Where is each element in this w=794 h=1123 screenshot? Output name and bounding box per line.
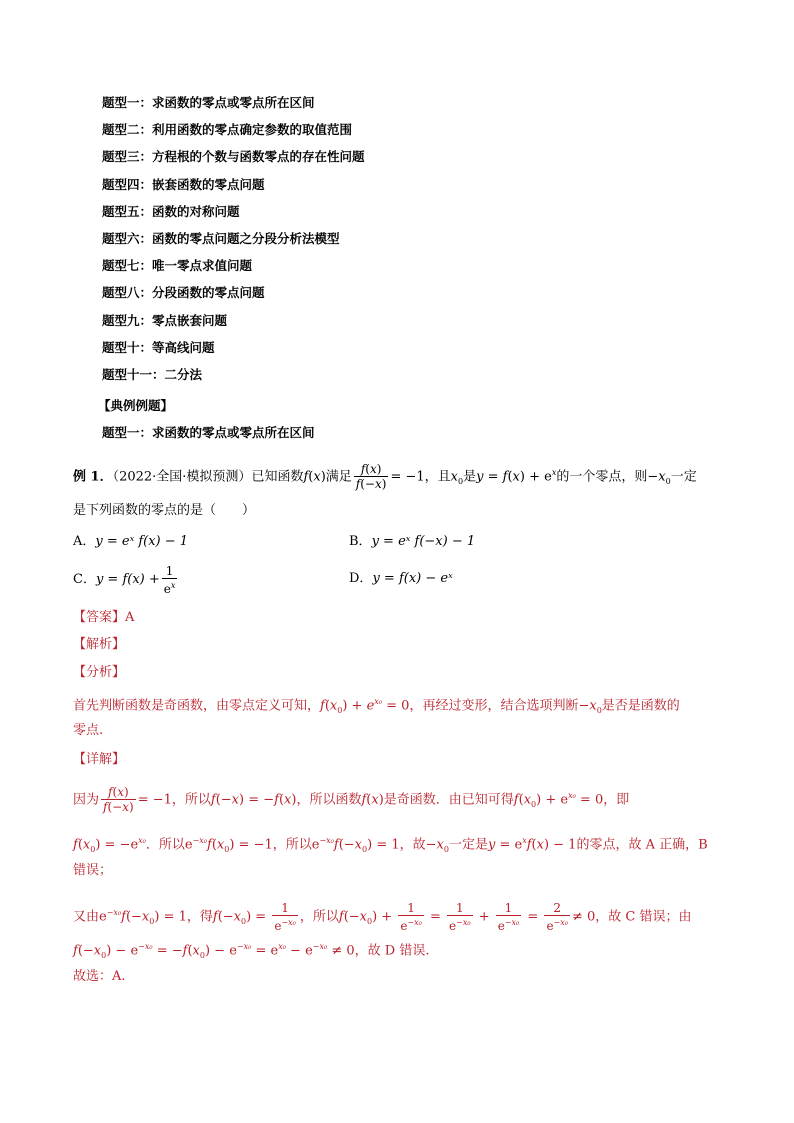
option-a — [73, 533, 188, 551]
detail-text: ，所以 — [272, 837, 312, 853]
detail-text: 是奇函数．由已知可得 — [383, 792, 514, 808]
toc-item: 题型十一：二分法 — [102, 366, 203, 382]
question-type-list — [102, 95, 365, 394]
option-label: C． — [73, 572, 96, 587]
example-question-line2: 是下列函数的零点的是（ ） — [73, 503, 256, 518]
detail-line-2: $f(x_0) = -e^{x_0}$．所以$e^{-x_0}f(x_0) = -1$，所以$e^{-x_0}f(-x_0) = 1$，故$-x_0$一定是$y = e^xf(x) - 1$的零点，故 A 正确，B — [73, 836, 708, 854]
option-label: A． — [73, 534, 96, 549]
option-c-expression: y = f(x) + — [95, 572, 160, 587]
question-text: 的一个零点，则 — [556, 469, 648, 485]
option-a-expression: y = eˣ f(x) − 1 — [95, 534, 189, 549]
detail-text: ．所以 — [145, 837, 185, 853]
fenxi-text: ，再经过变形，结合选项判断 — [409, 698, 579, 714]
option-d-expression: y = f(x) − eˣ — [372, 571, 453, 586]
detail-text: 的零点，故 A 正确，B — [576, 837, 708, 853]
detail-text: ≠ 0，故 C 错误；由 — [571, 909, 692, 925]
example-source: （2022·全国·模拟预测） — [112, 469, 252, 485]
toc-item: 题型八：分段函数的零点问题 — [102, 285, 265, 301]
analysis-header: 【解析】 — [73, 637, 126, 652]
fenxi-text: 首先判断函数是奇函数，由零点定义可知， — [73, 698, 321, 714]
toc-item: 题型十：等高线问题 — [102, 339, 215, 355]
section-title: 题型一：求函数的零点或零点所在区间 — [102, 425, 315, 440]
toc-item: 题型九：零点嵌套问题 — [102, 312, 228, 328]
option-label: D． — [349, 571, 373, 586]
toc-item: 题型七：唯一零点求值问题 — [102, 258, 253, 274]
fenxi-header: 【分析】 — [73, 665, 126, 680]
question-text: 已知函数 — [251, 469, 304, 485]
detail-text: ，故 D 错误. — [354, 943, 430, 959]
toc-item: 题型二：利用函数的零点确定参数的取值范围 — [102, 122, 353, 138]
answer-line: 【答案】A — [73, 610, 135, 625]
question-text: 一定 — [670, 469, 697, 485]
option-label: B． — [349, 534, 372, 549]
detail-line-4: 又由$e^{-x_0}f(-x_0) = 1$，得$f(-x_0)$ = $\frac{1}{e^{-x_0}}$ ，所以$f(-x_0)$ + $\frac{1}{e^{-x_0}}$ = $\frac{1}{e^{-x_0}}$ + $\frac{1}{e^{-x_0}}$ = $\frac{2}{e^{-x_0}}$ ≠ 0，故 C 错误；由 — [73, 900, 692, 933]
detail-text: = −1，所以 — [137, 792, 211, 808]
fraction-fx-over-fnx: $\frac{f(x)}{f(-x)}$ — [103, 785, 134, 815]
option-b — [349, 533, 475, 551]
detail-line-6: 故选：A. — [73, 969, 126, 984]
detail-header: 【详解】 — [73, 752, 126, 767]
fraction-one-over-ex: $\frac{1}{e^x}$ — [163, 563, 176, 596]
option-b-expression: y = eˣ f(−x) − 1 — [371, 534, 476, 549]
detail-text: ，故 — [399, 837, 426, 853]
detail-line-1: 因为 $\frac{f(x)}{f(-x)}$ = −1，所以f(−x) = −f(x)，所以函数f(x)是奇函数．由已知可得$f(x_0) + e^{x_0} = 0$，即 — [73, 785, 630, 815]
fraction-fx-over-fnx: $\frac{f(x)}{f(-x)}$ — [355, 462, 387, 492]
detail-text: ，所以函数 — [296, 792, 362, 808]
question-text: 是 — [463, 469, 477, 485]
fenxi-text: 是否是函数的 — [601, 698, 680, 714]
detail-text: 因为 — [73, 792, 100, 808]
question-text: 满足 — [325, 469, 352, 485]
detail-text: ，即 — [603, 792, 630, 808]
toc-item: 题型三：方程根的个数与函数零点的存在性问题 — [102, 149, 365, 165]
toc-item: 题型一：求函数的零点或零点所在区间 — [102, 95, 315, 110]
detail-line-3: 错误； — [73, 863, 113, 878]
example-label: 例 1． — [73, 469, 113, 485]
example-question-line: 例 1．（2022·全国·模拟预测）已知函数f(x)满足 $\frac{f(x)}{f(-x)}$ = −1，且$x_0$是$y = f(x) + e^x$的一个零点，则$-x_0$一定 — [73, 462, 697, 492]
option-d — [349, 570, 453, 588]
toc-item: 题型六：函数的零点问题之分段分析法模型 — [102, 230, 340, 246]
question-text: = −1，且 — [390, 469, 451, 485]
option-c — [73, 562, 179, 598]
detail-text: ，得 — [186, 909, 213, 925]
toc-item: 题型五：函数的对称问题 — [102, 203, 240, 219]
toc-item: 题型四：嵌套函数的零点问题 — [102, 176, 265, 192]
fenxi-line-1: 首先判断函数是奇函数，由零点定义可知，$f(x_0) + e^{x_0} = 0$，再经过变形，结合选项判断$-x_0$是否是函数的 — [73, 697, 680, 715]
detail-text: 又由 — [73, 909, 100, 925]
detail-text: ，所以 — [299, 909, 339, 925]
detail-text: 一定是 — [448, 837, 488, 853]
detail-line-5: $f(-x_0) - e^{-x_0} = -f(x_0) - e^{-x_0} = e^{x_0} - e^{-x_0} \ne 0$，故 D 错误. — [73, 942, 430, 960]
fenxi-line-2: 零点. — [73, 723, 104, 738]
math-fx: f — [303, 469, 309, 485]
section-header: 【典例例题】 — [98, 398, 174, 413]
